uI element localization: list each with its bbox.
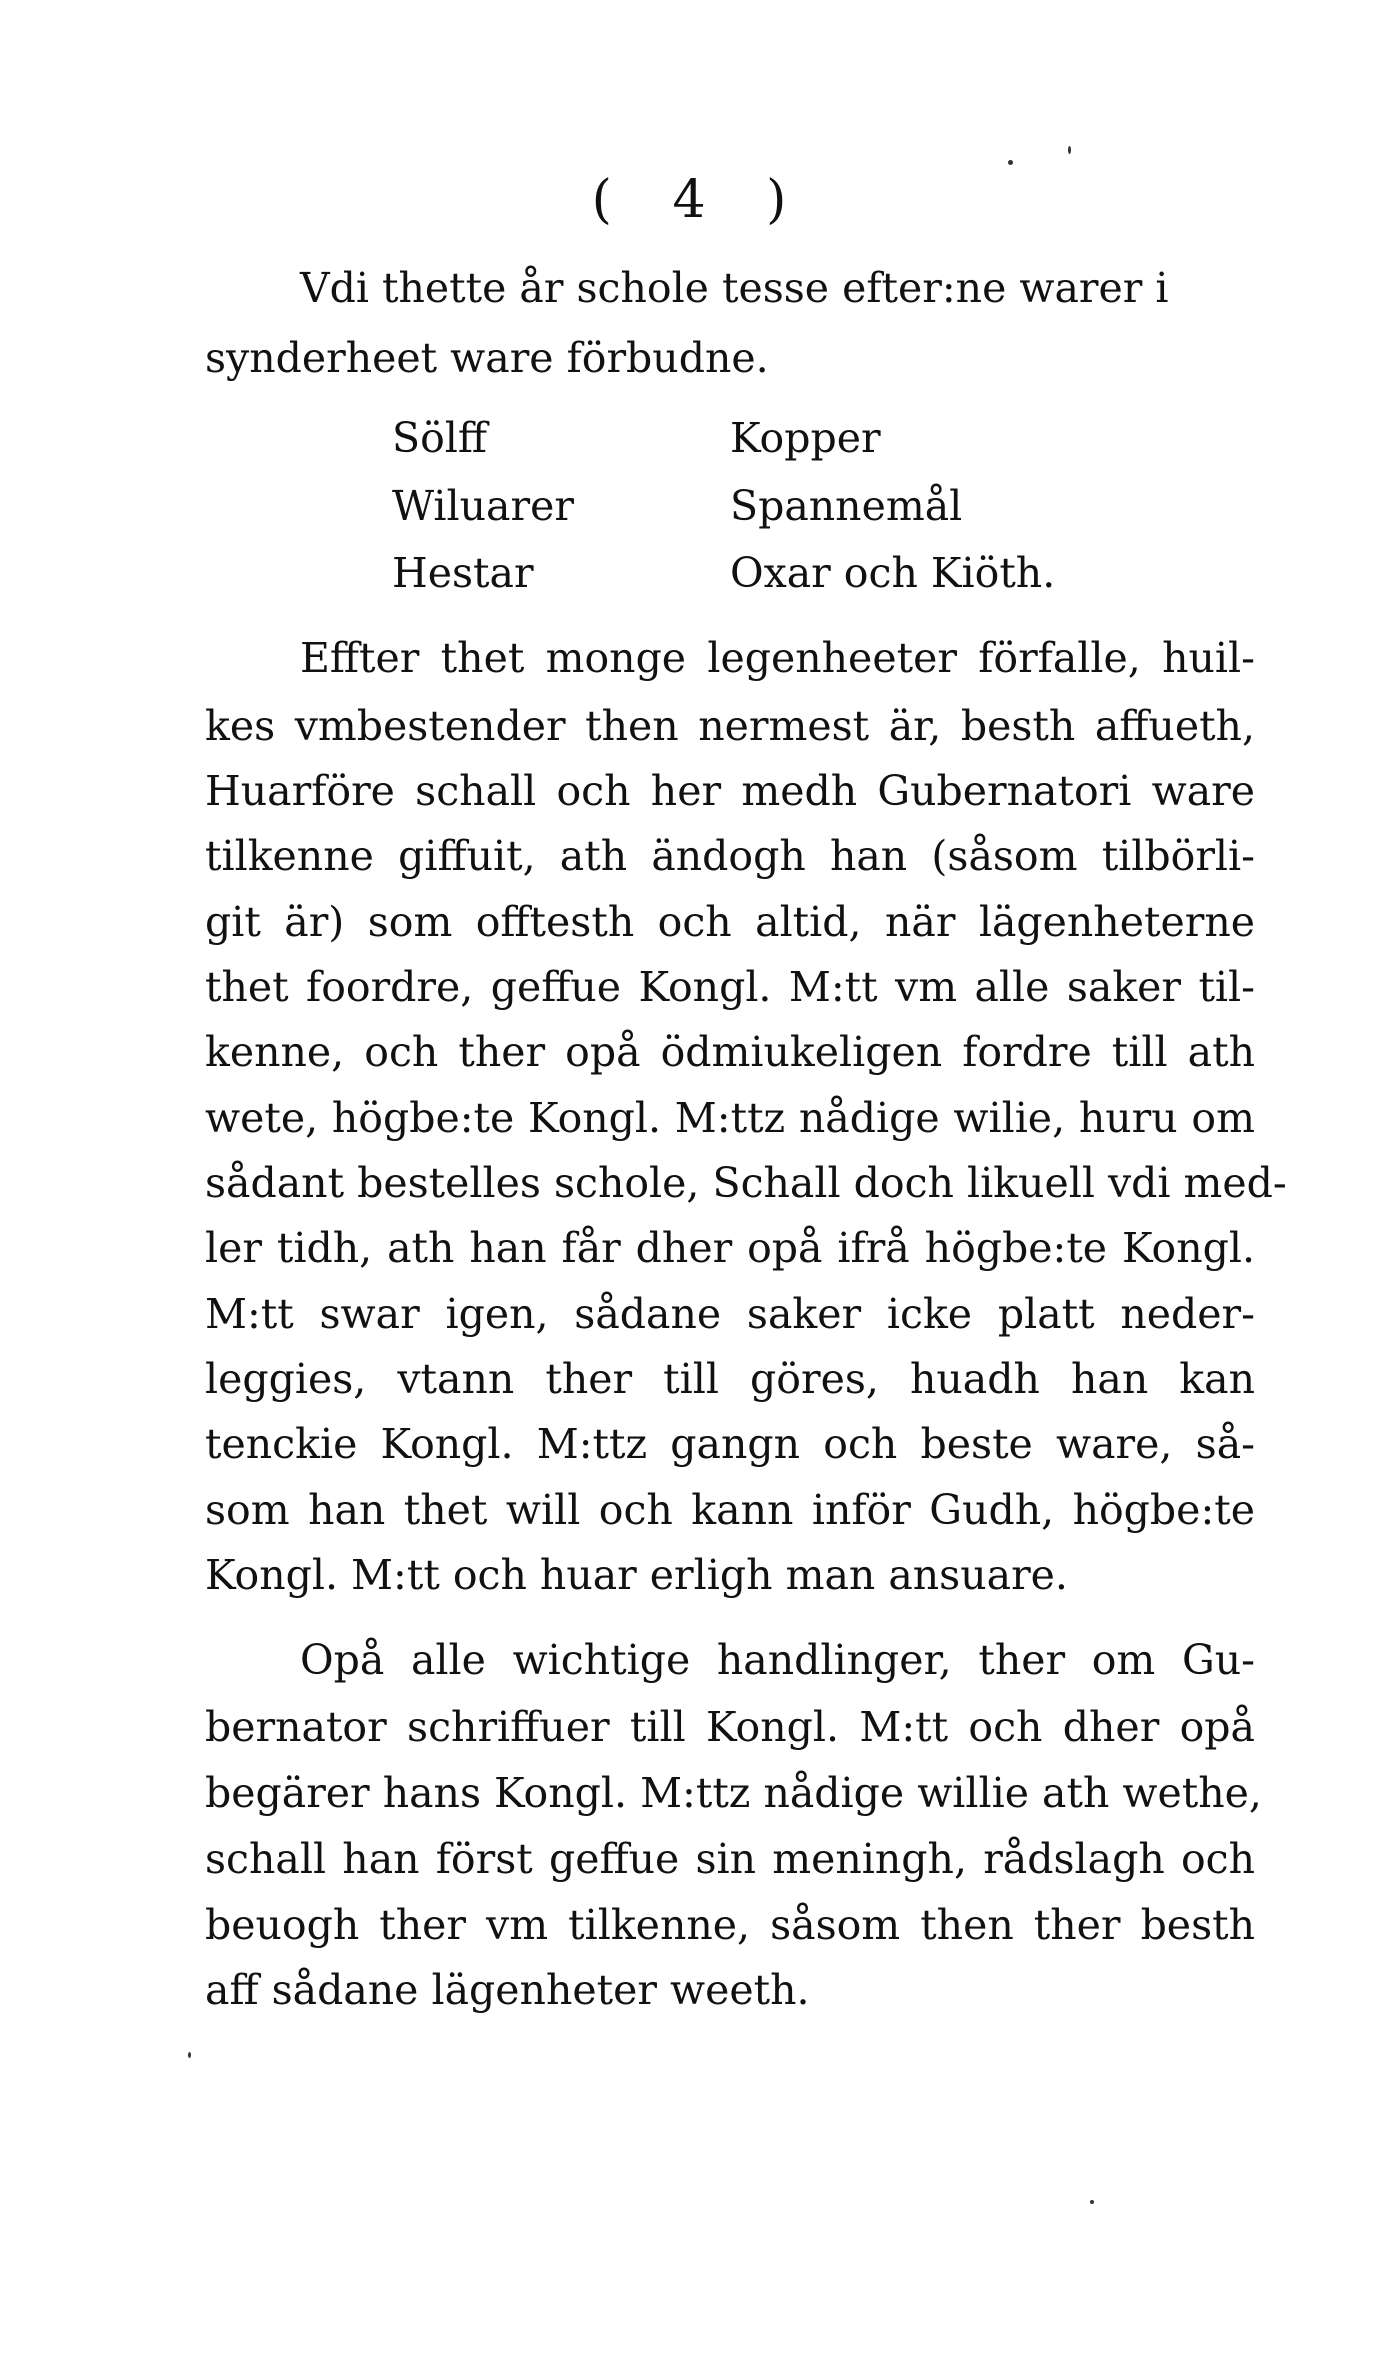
text-line: synderheet ware förbudne. [205, 334, 769, 382]
text-line: aff sådane lägenheter weeth. [205, 1966, 810, 2014]
text-line: beuogh ther vm tilkenne, såsom then ther besth [205, 1901, 1255, 1949]
text-line: wete, högbe:te Kongl. M:ttz nådige wilie, huru om [205, 1094, 1255, 1142]
text-line: Huarföre schall och her medh Gubernatori ware [205, 767, 1255, 815]
text-line: leggies, vtann ther till göres, huadh han kan [205, 1355, 1255, 1403]
print-speck [1068, 146, 1071, 154]
text-line: begärer hans Kongl. M:ttz nådige willie ath wethe, [205, 1769, 1262, 1817]
goods-item: Spannemål [730, 482, 963, 530]
text-line: Opå alle wichtige handlinger, ther om Gu- [300, 1636, 1255, 1684]
goods-item: Hestar [392, 549, 534, 597]
text-line: sådant bestelles schole, Schall doch likuell vdi med- [205, 1159, 1287, 1207]
text-line: ler tidh, ath han får dher opå ifrå högbe:te Kongl. [205, 1224, 1255, 1272]
text-line: Kongl. M:tt och huar erligh man ansuare. [205, 1551, 1068, 1599]
text-line: M:tt swar igen, sådane saker icke platt neder- [205, 1290, 1255, 1338]
text-line: Vdi thette år schole tesse efter:ne warer i [300, 264, 1169, 312]
text-line: thet foordre, geffue Kongl. M:tt vm alle saker til- [205, 963, 1255, 1011]
goods-item: Oxar och Kiöth. [730, 549, 1056, 597]
page-number: ( 4 ) [591, 170, 809, 230]
print-speck [1090, 2200, 1094, 2204]
goods-item: Wiluarer [392, 482, 574, 530]
print-speck [1008, 160, 1013, 165]
text-line: Effter thet monge legenheeter förfalle, huil- [300, 634, 1255, 682]
goods-item: Sölff [392, 414, 488, 462]
text-line: git är) som offtesth och altid, när lägenheterne [205, 898, 1255, 946]
text-line: tenckie Kongl. M:ttz gangn och beste ware, så- [205, 1420, 1255, 1468]
text-line: kenne, och ther opå ödmiukeligen fordre till ath [205, 1028, 1255, 1076]
goods-item: Kopper [730, 414, 881, 462]
text-line: bernator schriffuer till Kongl. M:tt och dher opå [205, 1703, 1255, 1751]
text-line: schall han först geffue sin meningh, rådslagh och [205, 1835, 1255, 1883]
text-line: tilkenne giffuit, ath ändogh han (såsom tilbörli- [205, 832, 1255, 880]
print-speck [188, 2052, 191, 2058]
text-line: som han thet will och kann inför Gudh, högbe:te [205, 1486, 1255, 1534]
text-line: kes vmbestender then nermest är, besth affueth, [205, 702, 1255, 750]
